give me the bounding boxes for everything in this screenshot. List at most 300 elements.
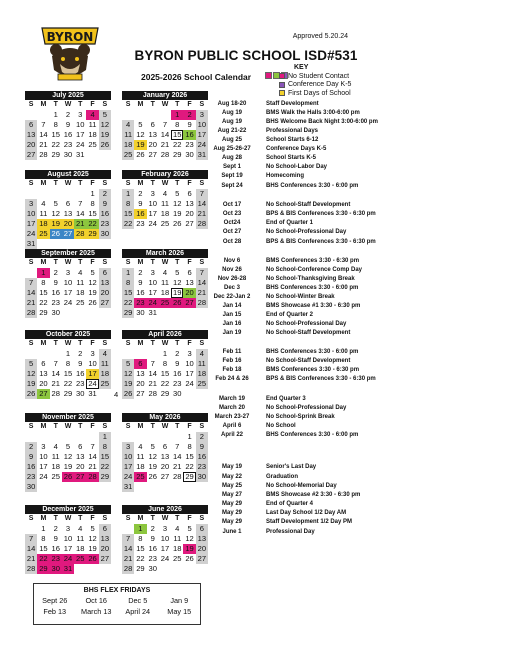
day-cell: 7 [41, 120, 46, 129]
event-text: Staff Development [266, 101, 319, 107]
weekday-header: M [40, 180, 47, 187]
day-cell: 8 [41, 534, 46, 543]
empty-cell [171, 432, 183, 442]
day-cell: 3 [90, 349, 95, 358]
weekday-header: S [125, 259, 131, 266]
event-text: BHS Conferences 3:30 - 6:00 pm [266, 432, 359, 438]
day-cell: 9 [99, 199, 111, 209]
day-cell: 12 [185, 534, 194, 543]
event-row [200, 366, 382, 374]
day-cell: 4 [78, 268, 83, 277]
day-cell: 20 [136, 379, 145, 388]
day-cell: 30 [136, 308, 145, 317]
month-grid [25, 258, 111, 318]
day-cell: 5 [90, 524, 95, 533]
weekday-header: M [40, 259, 47, 266]
weekday-header: T [175, 259, 180, 266]
day-cell: 30 [148, 564, 157, 573]
day-cell: 19 [123, 379, 133, 388]
day-cell: 19 [148, 462, 157, 471]
day-cell: 7 [196, 189, 208, 199]
month-header: May 2026 [122, 413, 208, 422]
day-cell: 23 [148, 554, 157, 563]
event-row [200, 118, 382, 126]
day-cell: 13 [76, 452, 85, 461]
day-cell: 25 [88, 140, 97, 149]
weekday-header: S [125, 180, 131, 187]
event-row [200, 145, 382, 153]
day-cell: 4 [138, 442, 143, 451]
day-cell: 5 [138, 120, 143, 129]
event-date: Oct 23 [222, 211, 242, 217]
event-date: Oct 17 [222, 202, 242, 208]
day-cell: 29 [136, 564, 145, 573]
event-date: May 19 [221, 464, 242, 470]
day-cell: 17 [26, 219, 36, 228]
event-date: March 19 [218, 396, 245, 402]
day-cell: 2 [138, 189, 143, 198]
day-cell: 12 [173, 278, 182, 287]
weekday-header: S [199, 259, 205, 266]
event-row [200, 422, 382, 430]
empty-cell [50, 349, 62, 359]
day-cell: 1 [122, 189, 134, 199]
day-cell: 15 [173, 130, 182, 139]
weekday-header: W [64, 101, 72, 108]
day-cell: 29 [63, 389, 73, 398]
day-cell: 8 [41, 278, 46, 287]
event-row [200, 413, 382, 421]
day-cell: 5 [187, 524, 192, 533]
day-cell: 13 [160, 452, 170, 461]
day-cell: 13 [136, 369, 145, 378]
weekday-header: F [90, 423, 95, 430]
event-text: School Starts K-5 [266, 155, 317, 161]
month-header: April 2026 [122, 330, 208, 339]
event-text: BMS Showcase #1 3:30 - 6:30 pm [266, 303, 361, 309]
day-cell: 18 [136, 462, 145, 471]
day-cell: 12 [51, 209, 60, 218]
weekday-header: T [78, 515, 83, 522]
event-text: End Quarter 3 [266, 396, 306, 402]
day-cell: 14 [173, 452, 182, 461]
day-cell: 14 [51, 369, 60, 378]
day-cell: 28 [51, 389, 60, 398]
day-cell: 24 [148, 298, 157, 307]
day-cell: 4 [41, 199, 46, 208]
day-cell: 3 [196, 110, 208, 120]
weekday-header: M [137, 101, 144, 108]
day-cell: 9 [53, 278, 58, 287]
day-cell: 22 [39, 554, 48, 563]
day-cell: 18 [39, 219, 48, 228]
weekday-header: W [64, 340, 72, 347]
day-cell: 3 [65, 268, 71, 277]
day-cell: 13 [26, 130, 36, 139]
day-cell: 28 [39, 150, 48, 159]
empty-cell [37, 110, 49, 120]
day-cell: 15 [185, 452, 194, 461]
empty-cell [134, 349, 146, 359]
weekday-header: M [40, 101, 47, 108]
month-header: February 2026 [122, 170, 208, 179]
day-cell: 28 [197, 219, 207, 228]
day-cell: 10 [123, 452, 133, 461]
empty-cell [122, 110, 134, 120]
day-cell: 21 [160, 140, 170, 149]
weekday-header: M [137, 180, 144, 187]
event-row [200, 284, 382, 292]
weekday-header: M [137, 423, 144, 430]
day-cell: 17 [63, 288, 73, 297]
day-cell: 17 [88, 369, 97, 378]
day-cell: 22 [100, 462, 110, 471]
event-date: Nov 6 [223, 258, 241, 264]
day-cell: 30 [100, 229, 110, 238]
day-cell: 13 [185, 278, 194, 287]
event-text: No School-Memorial Day [266, 483, 337, 489]
event-date: Aug 28 [221, 155, 242, 161]
day-cell: 28 [76, 229, 85, 238]
event-text: End of Quarter 4 [266, 501, 314, 507]
day-cell: 26 [88, 298, 97, 307]
day-cell: 24 [63, 554, 73, 563]
day-cell: 16 [136, 209, 145, 218]
event-text: No School-Staff Development [266, 358, 351, 364]
event-date: Nov 26 [222, 267, 242, 273]
day-cell: 13 [197, 534, 207, 543]
day-cell: 9 [150, 534, 155, 543]
event-text: Professional Day [266, 529, 315, 535]
day-cell: 22 [63, 379, 73, 388]
day-cell: 10 [88, 359, 97, 368]
day-cell: 8 [187, 442, 192, 451]
day-cell: 15 [123, 288, 133, 297]
flex-date: Dec 5 [128, 596, 148, 605]
event-row [200, 163, 382, 171]
day-cell: 10 [148, 199, 157, 208]
weekday-header: T [150, 340, 155, 347]
day-cell: 1 [134, 524, 146, 534]
day-cell: 21 [88, 462, 97, 471]
day-cell: 11 [122, 130, 134, 140]
empty-cell [134, 110, 146, 120]
day-cell: 24 [76, 140, 85, 149]
event-row [200, 491, 382, 499]
event-text: BHS Conferences 3:30 - 6:00 pm [266, 349, 359, 355]
weekday-header: S [199, 101, 205, 108]
event-date: Feb 11 [222, 349, 242, 355]
weekday-header: M [40, 340, 47, 347]
month-grid [122, 339, 208, 399]
day-cell: 19 [173, 288, 182, 297]
weekday-header: T [150, 515, 155, 522]
day-cell: 12 [88, 534, 97, 543]
event-text: BPS & BIS Conferences 3:30 - 6:30 pm [266, 376, 376, 382]
event-row [200, 266, 382, 274]
event-row [200, 275, 382, 283]
day-cell: 5 [175, 189, 180, 198]
day-cell: 16 [100, 209, 110, 218]
day-cell: 25 [136, 472, 145, 481]
flex-row [34, 596, 200, 605]
day-cell: 14 [148, 369, 157, 378]
empty-cell [147, 349, 159, 359]
day-cell: 29 [39, 564, 48, 573]
day-cell: 15 [39, 288, 48, 297]
day-cell: 27 [100, 554, 110, 563]
weekday-header: S [28, 340, 34, 347]
day-cell: 21 [26, 554, 36, 563]
day-cell: 22 [160, 379, 170, 388]
day-cell: 18 [123, 140, 133, 149]
day-cell: 28 [173, 472, 182, 481]
empty-cell [62, 189, 74, 199]
empty-cell [134, 432, 146, 442]
weekday-header: W [161, 515, 169, 522]
day-cell: 3 [122, 442, 134, 452]
day-cell: 7 [25, 534, 37, 544]
weekday-header: W [161, 101, 169, 108]
day-cell: 30 [76, 389, 85, 398]
day-cell: 24 [160, 554, 170, 563]
day-cell: 16 [173, 369, 182, 378]
day-cell: 2 [53, 268, 58, 277]
day-cell: 11 [88, 120, 97, 129]
event-date: Dec 3 [223, 285, 240, 291]
event-date: Sept 24 [221, 183, 243, 189]
event-date: April 6 [222, 423, 242, 429]
month-grid [25, 179, 111, 249]
event-date: Sept 1 [222, 164, 241, 170]
day-cell: 19 [63, 462, 73, 471]
day-cell: 16 [136, 288, 145, 297]
key-item [279, 72, 351, 81]
month-february-2026 [122, 170, 208, 229]
weekday-header: M [137, 515, 144, 522]
day-cell: 9 [53, 534, 58, 543]
day-cell: 11 [51, 452, 60, 461]
key-swatch [279, 90, 285, 96]
empty-cell [25, 432, 37, 442]
day-cell: 4 [175, 524, 180, 533]
day-cell: 15 [100, 452, 110, 461]
day-cell: 21 [148, 379, 157, 388]
day-cell: 19 [136, 140, 145, 149]
month-grid [122, 422, 208, 492]
day-cell: 4 [86, 110, 98, 120]
day-cell: 24 [185, 379, 194, 388]
event-text: Professional Days [266, 128, 319, 134]
day-cell: 10 [197, 120, 207, 129]
day-cell: 11 [76, 278, 85, 287]
event-text: No School-Professional Day [266, 321, 347, 327]
event-row [200, 293, 382, 301]
day-cell: 12 [26, 369, 36, 378]
day-cell: 15 [123, 209, 133, 218]
day-cell: 28 [197, 298, 207, 307]
event-row [200, 172, 382, 180]
event-text: Graduation [266, 474, 299, 480]
day-cell: 23 [51, 554, 60, 563]
weekday-header: F [187, 259, 192, 266]
weekday-header: T [175, 101, 180, 108]
byron-bear-logo [38, 26, 102, 84]
day-cell: 22 [123, 219, 133, 228]
day-cell: 17 [148, 209, 157, 218]
calendar-key [279, 72, 351, 98]
empty-cell [74, 432, 86, 442]
weekday-header: T [150, 259, 155, 266]
day-cell: 25 [76, 554, 85, 563]
month-header: July 2025 [25, 91, 111, 100]
day-cell: 14 [123, 544, 133, 553]
event-date: Jan 15 [222, 312, 242, 318]
month-grid [25, 100, 111, 160]
day-cell: 11 [161, 278, 169, 287]
event-text: No School-Staff Development [266, 202, 351, 208]
day-cell: 31 [63, 564, 73, 573]
day-cell: 21 [26, 298, 36, 307]
event-text: No School-Conference Comp Day [266, 267, 363, 273]
day-cell: 13 [148, 130, 157, 139]
empty-cell [37, 432, 49, 442]
day-cell: 24 [26, 229, 36, 238]
event-row [200, 509, 382, 517]
day-cell: 25 [100, 379, 110, 388]
day-cell: 30 [197, 472, 207, 481]
weekday-header: F [90, 180, 95, 187]
day-cell: 9 [187, 120, 192, 129]
day-cell: 11 [161, 199, 169, 208]
month-august-2025 [25, 170, 111, 249]
month-april-2026 [122, 330, 208, 399]
day-cell: 7 [196, 268, 208, 278]
event-date: May 25 [221, 483, 242, 489]
event-text: Last Day School 1/2 Day AM [266, 510, 347, 516]
empty-cell [62, 432, 74, 442]
event-row [200, 127, 382, 135]
day-cell: 25 [51, 472, 60, 481]
day-cell: 25 [160, 298, 170, 307]
month-grid [25, 422, 111, 492]
day-cell: 7 [53, 359, 58, 368]
day-cell: 14 [88, 452, 97, 461]
day-cell: 19 [173, 209, 182, 218]
event-text: No School-Staff Development [266, 330, 351, 336]
weekday-header: S [102, 340, 108, 347]
day-cell: 9 [78, 359, 83, 368]
event-text: No School-Winter Break [266, 294, 335, 300]
day-cell: 14 [26, 288, 36, 297]
weekday-header: F [90, 515, 95, 522]
day-cell: 10 [63, 534, 73, 543]
day-cell: 29 [100, 472, 110, 481]
day-cell: 26 [26, 389, 36, 398]
day-cell: 20 [197, 544, 207, 553]
event-row [200, 210, 382, 218]
day-cell: 2 [78, 349, 83, 358]
day-cell: 2 [25, 442, 37, 452]
swatch-pink [265, 72, 272, 79]
day-cell: 27 [100, 298, 110, 307]
day-cell: 12 [123, 369, 133, 378]
event-date: May 29 [221, 501, 242, 507]
event-date: Aug 25-26-27 [213, 146, 251, 152]
event-text: No School-Professional Day [266, 405, 347, 411]
day-cell: 28 [148, 389, 157, 398]
day-cell: 19 [88, 288, 97, 297]
weekday-header: T [78, 180, 83, 187]
day-cell: 15 [51, 130, 60, 139]
day-cell: 18 [76, 544, 85, 553]
day-cell: 23 [51, 298, 60, 307]
event-row [200, 257, 382, 265]
day-cell: 10 [160, 534, 170, 543]
day-cell: 23 [76, 379, 85, 388]
weekday-header: W [64, 180, 72, 187]
weekday-header: W [64, 423, 72, 430]
flex-row [34, 607, 200, 616]
day-cell: 1 [187, 432, 192, 441]
day-cell: 29 [88, 229, 97, 238]
weekday-header: F [187, 101, 192, 108]
day-cell: 27 [76, 472, 85, 481]
day-cell: 8 [175, 120, 180, 129]
event-date: Oct24 [223, 220, 241, 226]
month-header: December 2025 [25, 505, 111, 514]
day-cell: 5 [175, 268, 180, 277]
event-row [200, 302, 382, 310]
event-text: Homecoming [266, 173, 305, 179]
empty-cell [25, 524, 37, 534]
day-cell: 25 [39, 229, 48, 238]
weekday-header: S [102, 180, 108, 187]
day-cell: 10 [76, 120, 85, 129]
day-cell: 12 [63, 452, 73, 461]
empty-cell [25, 189, 37, 199]
day-cell: 27 [63, 229, 73, 238]
day-cell: 19 [51, 219, 60, 228]
empty-cell [122, 524, 134, 534]
event-date: Feb 16 [222, 358, 242, 364]
day-cell: 6 [78, 442, 83, 451]
day-cell: 31 [26, 239, 36, 248]
day-cell: 22 [88, 219, 97, 228]
day-cell: 8 [90, 199, 95, 208]
day-cell: 8 [99, 442, 111, 452]
day-cell: 24 [63, 298, 73, 307]
day-cell: 18 [160, 209, 170, 218]
day-cell: 5 [150, 442, 155, 451]
day-cell: 5 [53, 199, 58, 208]
month-header: January 2026 [122, 91, 208, 100]
weekday-header: S [28, 180, 34, 187]
calendar-title: 2025-2026 School Calendar [141, 72, 252, 82]
weekday-header: T [53, 101, 58, 108]
weekday-header: F [90, 340, 95, 347]
day-cell: 5 [122, 359, 134, 369]
weekday-header: W [161, 259, 169, 266]
weekday-header: S [28, 515, 34, 522]
event-text: End of Quarter 2 [266, 312, 314, 318]
key-label: No Student Contact [288, 72, 350, 80]
key-title: KEY [294, 64, 309, 71]
day-cell: 9 [196, 442, 208, 452]
day-cell: 26 [51, 229, 60, 238]
month-november-2025 [25, 413, 111, 492]
event-date: Aug 25 [221, 137, 242, 143]
